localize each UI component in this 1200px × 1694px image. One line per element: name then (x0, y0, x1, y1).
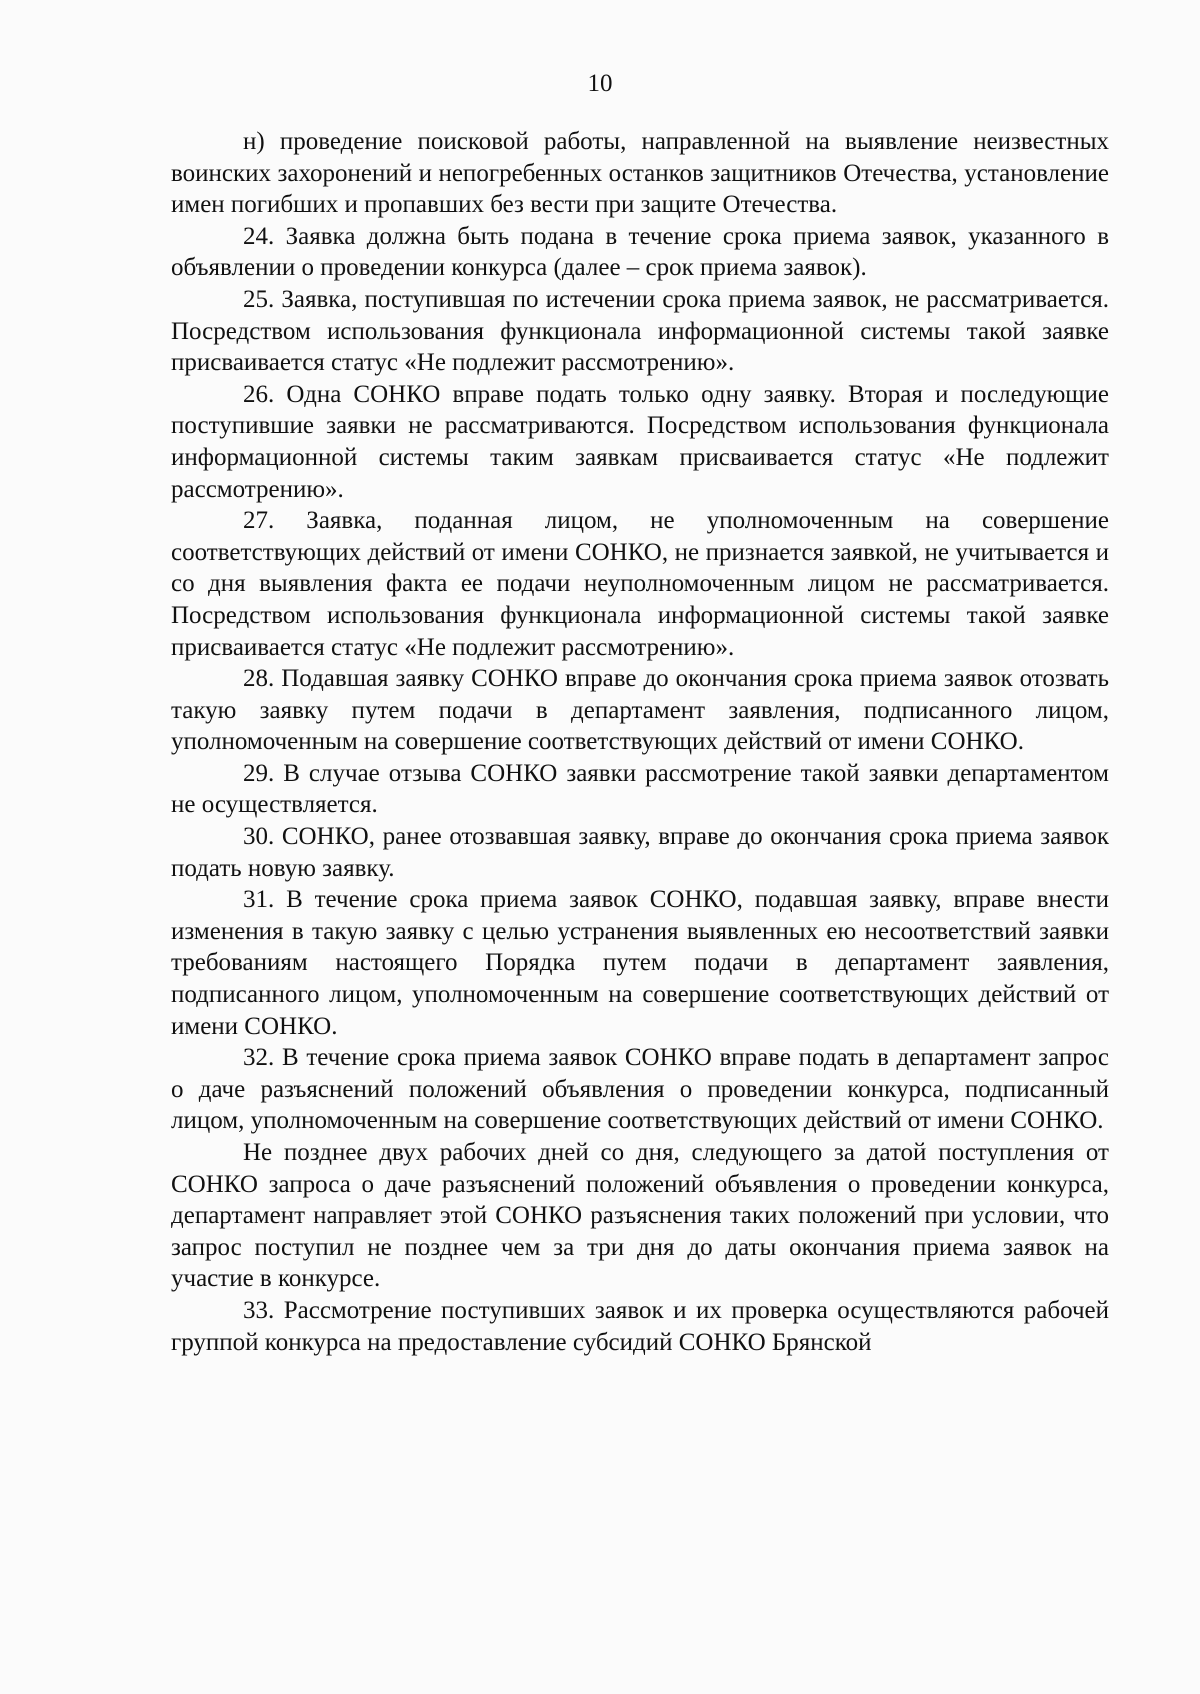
paragraph-25: 25. Заявка, поступившая по истечении срока приема заявок, не рассматривается. Посредством использования функционала информационной системы такой заявке присваивается статус «Не подлежит рассмотрению». (171, 285, 1109, 377)
paragraph-30: 30. СОНКО, ранее отозвавшая заявку, вправе до окончания срока приема заявок подать новую заявку. (171, 823, 1109, 882)
paragraph-32: 32. В течение срока приема заявок СОНКО вправе подать в департамент запрос о даче разъяснений положений объявления о проведении конкурса, подписанный лицом, уполномоченным на совершение соответствующих действий от имени СОНКО. (171, 1044, 1109, 1135)
paragraph-27: 27. Заявка, поданная лицом, не уполномоченным на совершение соответствующих действий от имени СОНКО, не признается заявкой, не учитывается и со дня выявления факта ее подачи неуполномоченным лицом не рассматривается. Посредством использования функционала информационной системы такой заявке присваивается статус «Не подлежит рассмотрению». (171, 507, 1109, 661)
page-number: 10 (587, 70, 613, 97)
paragraph-28: 28. Подавшая заявку СОНКО вправе до окончания срока приема заявок отозвать такую заявку путем подачи в департамент заявления, подписанного лицом, уполномоченным на совершение соответствующих действий от имени СОНКО. (171, 665, 1109, 756)
paragraph-n: н) проведение поисковой работы, направленной на выявление неизвестных воинских захоронений и непогребенных останков защитников Отечества, установление имен погибших и пропавших без вести при защите Отечества. (171, 128, 1109, 219)
paragraph-31: 31. В течение срока приема заявок СОНКО, подавшая заявку, вправе внести изменения в такую заявку с целью устранения выявленных ею несоответствий заявки требованиям настоящего Порядка путем подачи в департамент заявления, подписанного лицом, уполномоченным на совершение соответствующих действий от имени СОНКО. (171, 886, 1109, 1040)
paragraph-26: 26. Одна СОНКО вправе подать только одну заявку. Вторая и последующие поступившие заявки не рассматриваются. Посредством использования функционала информационной системы таким заявкам присваивается статус «Не подлежит рассмотрению». (171, 380, 1109, 503)
paragraph-29: 29. В случае отзыва СОНКО заявки рассмотрение такой заявки департаментом не осуществляется. (171, 759, 1109, 819)
paragraph-33: 33. Рассмотрение поступивших заявок и их проверка осуществляются рабочей группой конкурса на предоставление субсидий СОНКО Брянской (171, 1296, 1109, 1356)
paragraph-24: 24. Заявка должна быть подана в течение срока приема заявок, указанного в объявлении о проведении конкурса (далее – срок приема заявок). (171, 222, 1109, 282)
paragraph-32-continuation: Не позднее двух рабочих дней со дня, следующего за датой поступления от СОНКО запроса о даче разъяснений положений объявления о проведении конкурса, департамент направляет этой СОНКО разъяснения таких положений при условии, что запрос поступил не позднее чем за три дня до даты окончания приема заявок на участие в конкурсе. (171, 1139, 1109, 1293)
document-body (171, 126, 1109, 1358)
